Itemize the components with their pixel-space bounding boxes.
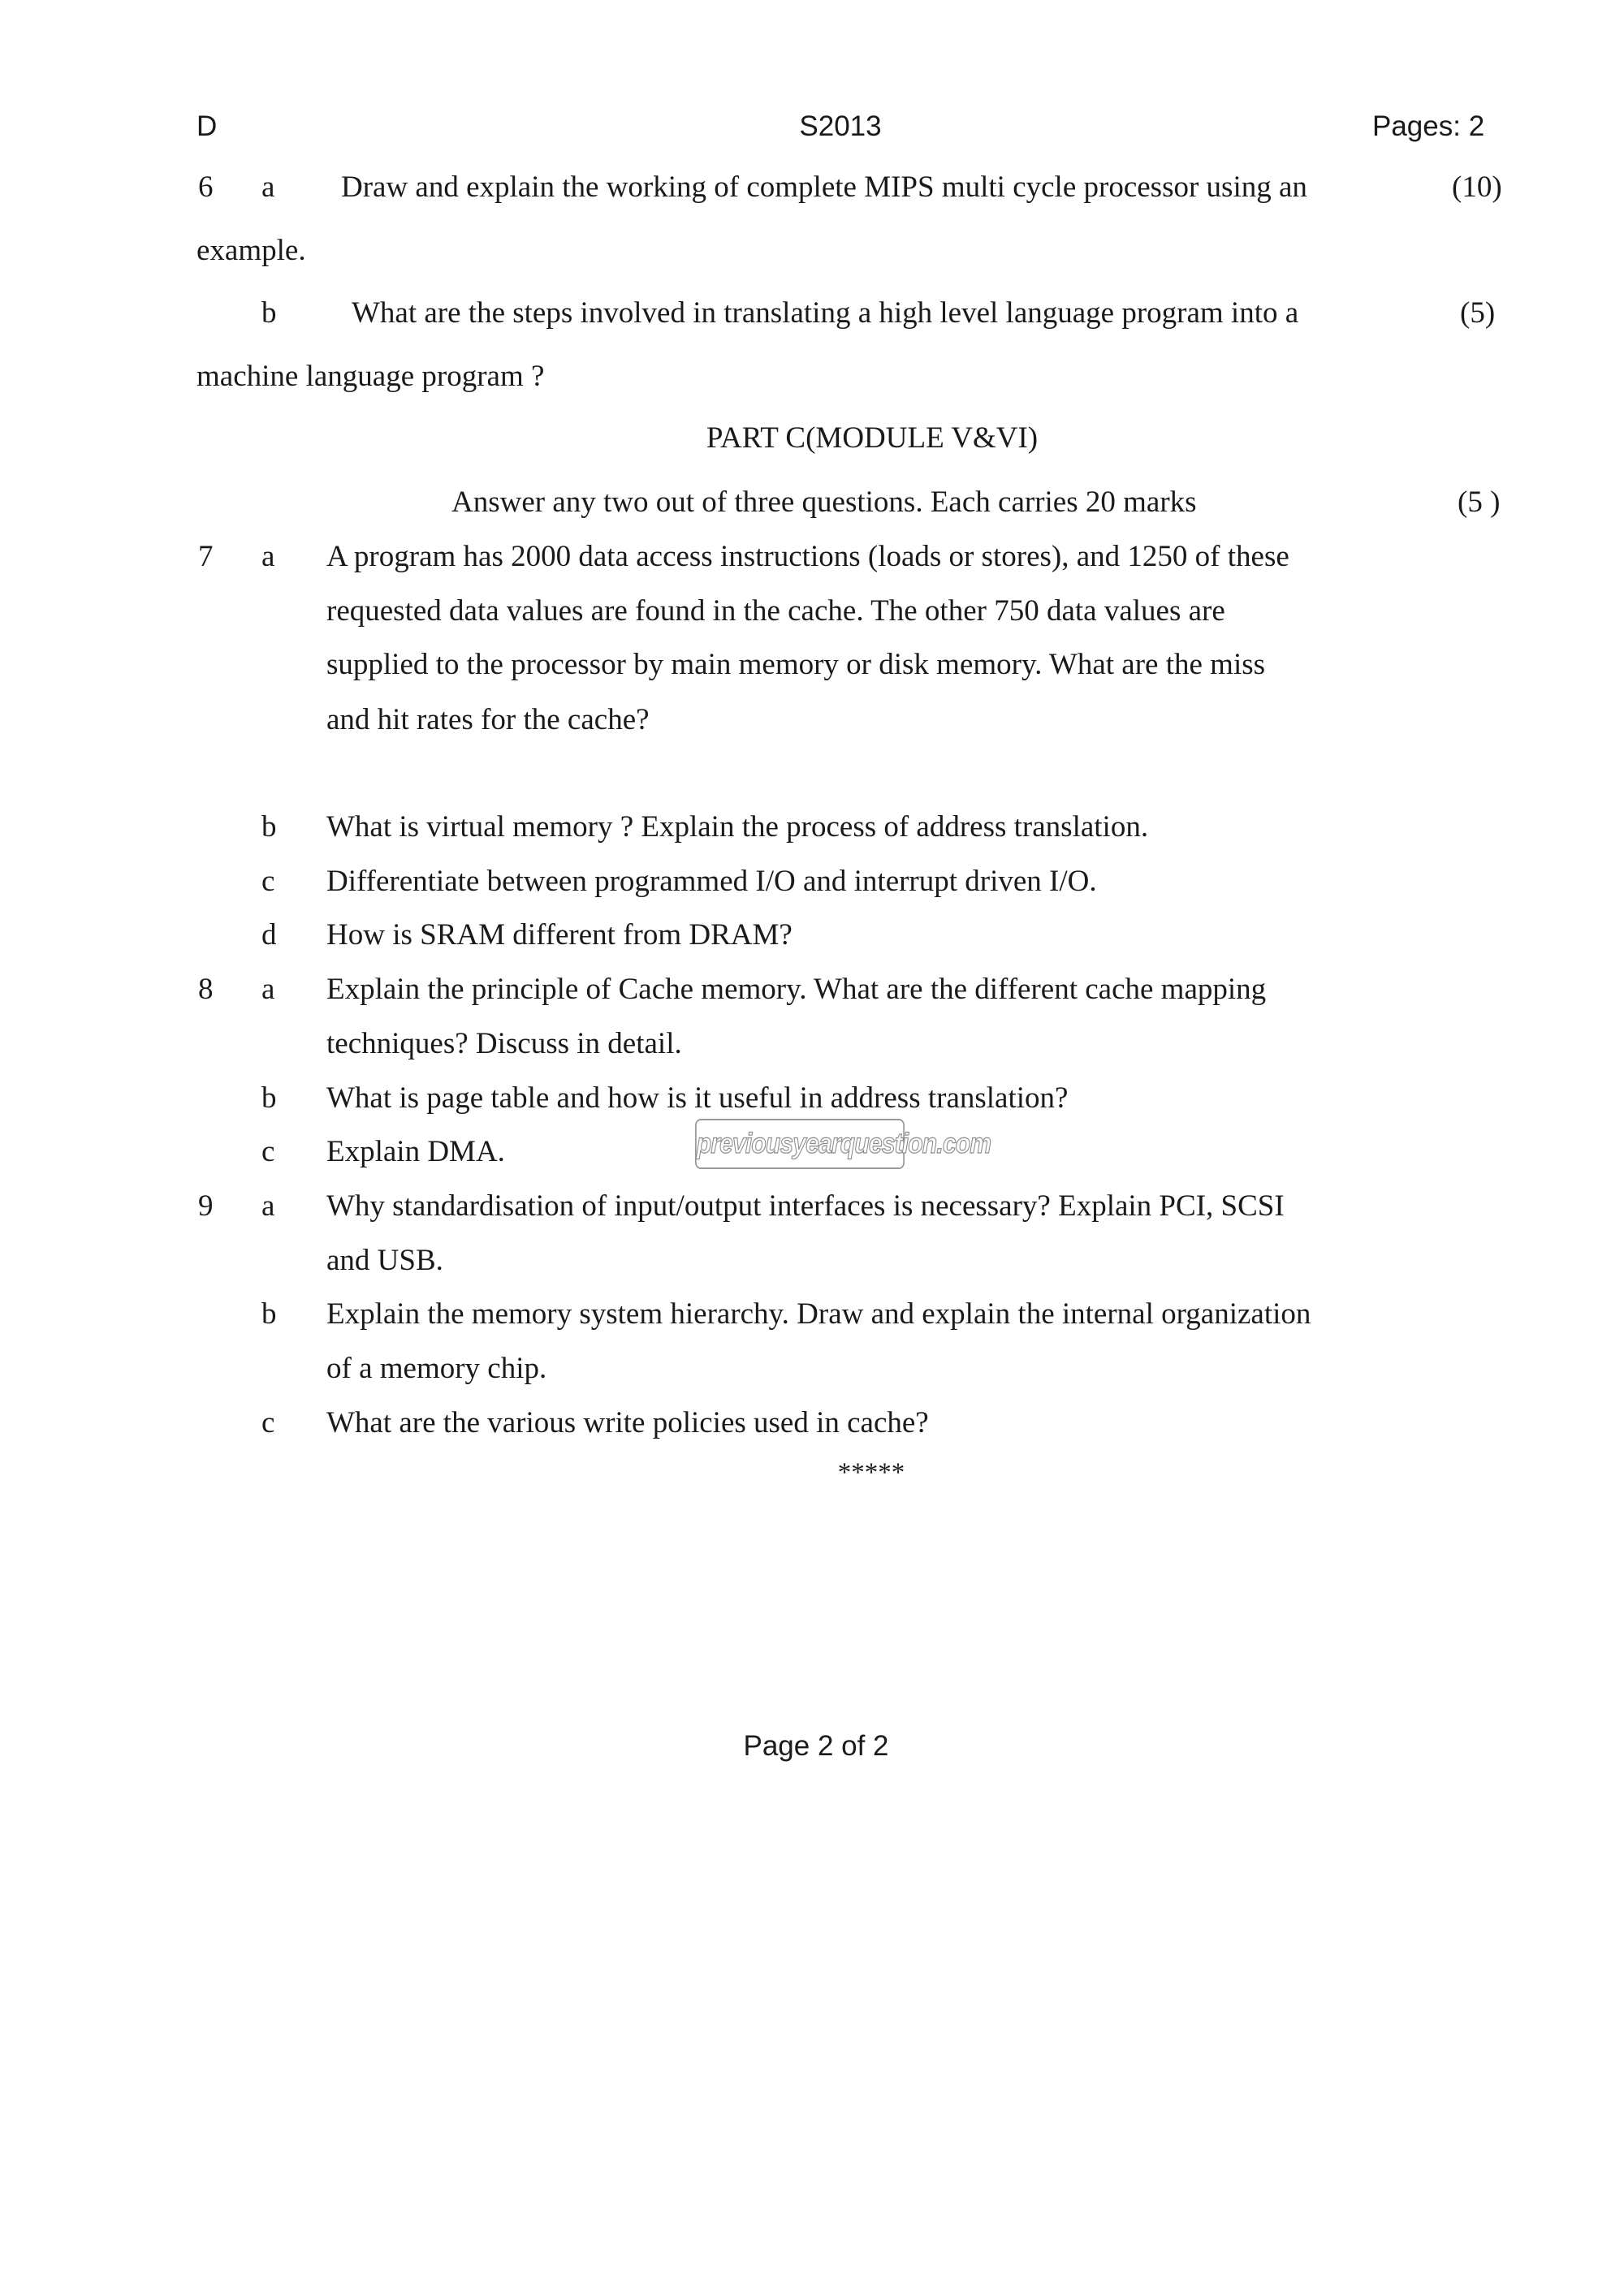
marks: (5): [1460, 296, 1496, 330]
question-text: Explain the memory system hierarchy. Draw and explain the internal organization: [326, 1297, 1311, 1331]
marks: (10): [1452, 170, 1502, 204]
header-center: S2013: [799, 110, 882, 142]
sub-question-letter: b: [261, 296, 277, 330]
sub-question-letter: c: [261, 865, 275, 898]
question-text: Why standardisation of input/output interfaces is necessary? Explain PCI, SCSI: [326, 1189, 1285, 1223]
sub-question-letter: a: [261, 540, 275, 573]
question-text: What is page table and how is it useful in address translation?: [326, 1081, 1069, 1115]
question-text: of a memory chip.: [326, 1352, 547, 1385]
page-footer: Page 2 of 2: [743, 1730, 889, 1762]
end-marker: *****: [837, 1458, 905, 1487]
sub-question-letter: a: [261, 973, 275, 1006]
sub-question-letter: a: [261, 170, 275, 204]
question-number: 6: [198, 170, 214, 204]
sub-question-letter: c: [261, 1135, 275, 1168]
question-number: 8: [198, 973, 214, 1006]
question-text: A program has 2000 data access instructions (loads or stores), and 1250 of these: [326, 540, 1289, 573]
sub-question-letter: a: [261, 1189, 275, 1223]
sub-question-letter: b: [261, 810, 277, 844]
question-text: Explain DMA.: [326, 1135, 505, 1168]
question-text: example.: [197, 234, 306, 267]
question-text: What are the steps involved in translating a high level language program into a: [352, 296, 1299, 330]
question-number: 7: [198, 540, 214, 573]
section-title: PART C(MODULE V&VI): [706, 421, 1039, 455]
marks: (5 ): [1458, 486, 1501, 519]
watermark-logo: previousyearquestion.com: [695, 1119, 905, 1169]
question-text: and USB.: [326, 1244, 443, 1277]
header-left: D: [197, 110, 218, 142]
section-instruction: Answer any two out of three questions. Each carries 20 marks: [451, 486, 1197, 519]
question-number: 9: [198, 1189, 214, 1223]
question-text: requested data values are found in the cache. The other 750 data values are: [326, 594, 1225, 628]
sub-question-letter: d: [261, 918, 277, 952]
question-text: Differentiate between programmed I/O and interrupt driven I/O.: [326, 865, 1097, 898]
sub-question-letter: b: [261, 1081, 277, 1115]
question-text: What is virtual memory ? Explain the process of address translation.: [326, 810, 1149, 844]
sub-question-letter: c: [261, 1406, 275, 1439]
question-text: How is SRAM different from DRAM?: [326, 918, 793, 952]
question-text: Explain the principle of Cache memory. What are the different cache mapping: [326, 973, 1267, 1006]
question-text: and hit rates for the cache?: [326, 703, 650, 736]
question-text: machine language program ?: [197, 360, 545, 393]
sub-question-letter: b: [261, 1297, 277, 1331]
question-text: techniques? Discuss in detail.: [326, 1027, 682, 1060]
question-text: What are the various write policies used in cache?: [326, 1406, 929, 1439]
question-text: Draw and explain the working of complete MIPS multi cycle processor using an: [341, 170, 1307, 204]
header-pages: Pages: 2: [1372, 110, 1485, 142]
question-text: supplied to the processor by main memory or disk memory. What are the miss: [326, 648, 1266, 681]
